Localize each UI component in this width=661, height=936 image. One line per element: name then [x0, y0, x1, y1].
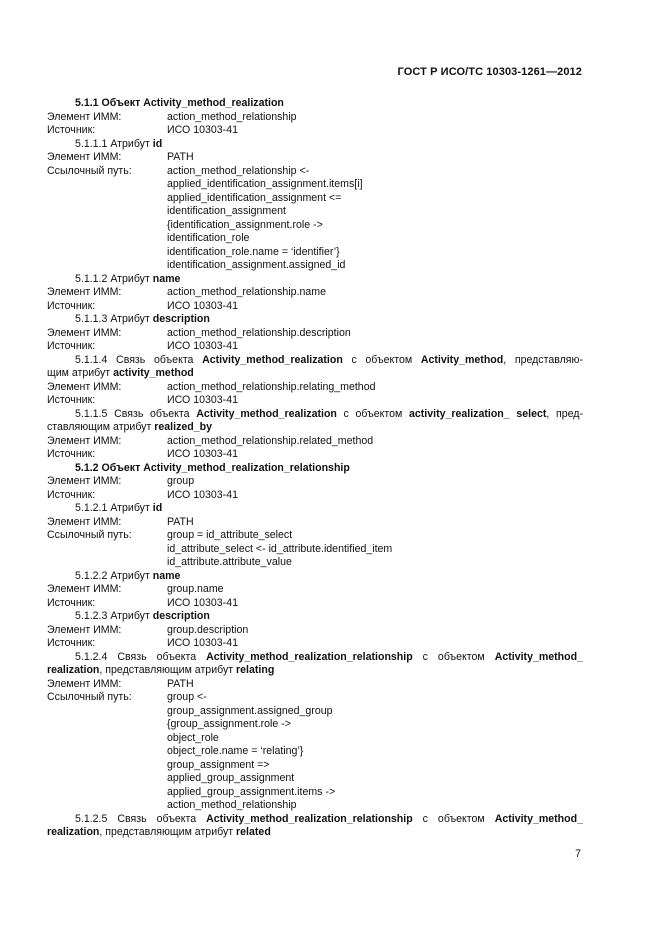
path-line: group_assignment =>: [167, 758, 270, 771]
path-line: id_attribute.attribute_value: [167, 556, 292, 568]
path-row: [47, 232, 583, 246]
path-row: [47, 799, 583, 813]
attribute-heading: [47, 502, 583, 516]
field-value: ИСО 10303-41: [167, 637, 238, 649]
entity-name: realization: [47, 826, 100, 838]
attribute-name: activity_method: [113, 367, 194, 379]
field-value: PATH: [167, 151, 194, 163]
attribute-number: 5.1.2.3 Атрибут: [75, 610, 153, 622]
field-label: Источник:: [47, 299, 96, 312]
attribute-name: related: [236, 826, 271, 838]
path-row: [47, 205, 583, 219]
field-row: [47, 327, 583, 341]
path-line: identification_role.name = ‘identifier’}: [167, 245, 340, 258]
field-label: Ссылочный путь:: [47, 529, 132, 541]
document-body: [47, 97, 583, 840]
path-row: [47, 219, 583, 233]
attribute-name: name: [152, 569, 181, 582]
field-value: PATH: [167, 515, 194, 528]
attribute-number: 5.1.1.2 Атрибут: [75, 272, 153, 285]
relation-text: , представляющим атрибут: [99, 664, 237, 676]
path-line: group = id_attribute_select: [167, 529, 293, 541]
relation-text: , пред-: [546, 407, 583, 420]
field-label: Элемент ИММ:: [47, 583, 122, 595]
field-label: Элемент ИММ:: [47, 286, 122, 298]
attribute-number: 5.1.1.1 Атрибут: [75, 137, 153, 150]
attribute-name: description: [152, 313, 210, 325]
relation-text: 5.1.2.5 Связь объекта: [75, 812, 207, 825]
relation-text: ставляющим атрибут: [47, 421, 155, 433]
field-value: ИСО 10303-41: [167, 448, 238, 460]
field-value: ИСО 10303-41: [167, 340, 238, 352]
attribute-heading: [47, 313, 583, 327]
field-row: [47, 489, 583, 503]
path-line: applied_identification_assignment <=: [167, 191, 342, 204]
path-line: {group_assignment.role ->: [167, 718, 291, 730]
attribute-name: name: [152, 272, 181, 285]
attribute-heading: [47, 273, 583, 287]
field-label: Источник:: [47, 637, 96, 649]
field-value: action_method_relationship.name: [167, 286, 327, 298]
entity-name: Activity_method_realization: [196, 407, 337, 420]
field-value: PATH: [167, 677, 194, 690]
section-heading-5-1-2: 5.1.2 Объект Activity_method_realization_relationship: [75, 461, 350, 474]
field-value: action_method_relationship.description: [167, 326, 351, 339]
attribute-number: 5.1.1.3 Атрибут: [75, 313, 153, 325]
entity-name: realization: [47, 664, 100, 676]
path-line: group_assignment.assigned_group: [167, 704, 333, 717]
relation-heading-cont: [47, 367, 583, 381]
section-heading-5-1-1: 5.1.1 Объект Activity_method_realization: [75, 97, 284, 109]
path-line: object_role.name = ‘relating’}: [167, 745, 304, 757]
path-row: [47, 745, 583, 759]
field-value: ИСО 10303-41: [167, 124, 238, 136]
attribute-name: description: [152, 610, 210, 622]
relation-text: с объектом: [336, 407, 409, 420]
field-value: action_method_relationship.relating_method: [167, 380, 376, 393]
relation-text: с объектом: [342, 353, 421, 366]
field-row: [47, 583, 583, 597]
field-value: ИСО 10303-41: [167, 488, 238, 501]
path-line: id_attribute_select <- id_attribute.identified_item: [167, 542, 393, 555]
field-row: [47, 394, 583, 408]
field-row: [47, 124, 583, 138]
attribute-number: 5.1.2.1 Атрибут: [75, 502, 153, 514]
field-value: group.name: [167, 583, 224, 595]
field-row: [47, 624, 583, 638]
field-label: Источник:: [47, 448, 96, 460]
relation-text: с объектом: [412, 812, 495, 825]
field-label: Источник:: [47, 596, 96, 609]
field-label: Ссылочный путь:: [47, 164, 132, 177]
relation-heading: [47, 408, 583, 422]
relation-text: 5.1.2.4 Связь объекта: [75, 650, 207, 663]
attribute-number: 5.1.2.2 Атрибут: [75, 569, 153, 582]
field-value: ИСО 10303-41: [167, 596, 238, 609]
relation-heading: [47, 651, 583, 665]
path-line: identification_assignment: [167, 205, 286, 217]
field-row: [47, 516, 583, 530]
path-line: identification_assignment.assigned_id: [167, 259, 346, 271]
field-row: [47, 475, 583, 489]
path-line: applied_identification_assignment.items[i]: [167, 178, 363, 190]
field-label: Элемент ИММ:: [47, 380, 122, 393]
relation-text: , представляющим атрибут: [99, 826, 237, 838]
path-line: identification_role: [167, 232, 250, 244]
document-standard-header: ГОСТ Р ИСО/ТС 10303-1261—2012: [397, 66, 582, 78]
field-label: Элемент ИММ:: [47, 151, 122, 163]
field-row: [47, 165, 583, 179]
field-label: Источник:: [47, 394, 96, 406]
path-line: object_role: [167, 731, 219, 744]
attribute-heading: [47, 610, 583, 624]
path-row: [47, 192, 583, 206]
field-value: action_method_relationship.related_method: [167, 434, 374, 447]
path-row: [47, 786, 583, 800]
path-row: [47, 178, 583, 192]
field-row: [47, 691, 583, 705]
attribute-heading: [47, 138, 583, 152]
page-number: 7: [575, 848, 581, 860]
field-row: [47, 151, 583, 165]
field-row: [47, 597, 583, 611]
field-label: Источник:: [47, 124, 96, 136]
relation-text: 5.1.1.5 Связь объекта: [75, 407, 197, 420]
path-line: group <-: [167, 691, 207, 703]
entity-name: Activity_method_realization: [202, 353, 343, 366]
path-row: [47, 543, 583, 557]
path-row: [47, 718, 583, 732]
path-row: [47, 759, 583, 773]
relation-heading: [47, 354, 583, 368]
field-row: [47, 678, 583, 692]
relation-heading-cont: [47, 664, 583, 678]
field-row: [47, 529, 583, 543]
path-row: [47, 259, 583, 273]
field-row: [47, 381, 583, 395]
field-label: Элемент ИММ:: [47, 677, 122, 690]
field-label: Источник:: [47, 340, 96, 352]
entity-name: Activity_method_realization_relationship: [206, 812, 413, 825]
field-row: [47, 111, 583, 125]
relation-heading-cont: [47, 421, 583, 435]
entity-name: Activity_method_: [494, 812, 583, 825]
field-label: Элемент ИММ:: [47, 515, 122, 528]
field-label: Источник:: [47, 488, 96, 501]
path-row: [47, 556, 583, 570]
relation-text: щим атрибут: [47, 367, 114, 379]
attribute-name: id: [152, 502, 163, 514]
attribute-name: relating: [236, 664, 275, 676]
relation-text: , представляю-: [503, 353, 583, 366]
field-label: Элемент ИММ:: [47, 434, 122, 447]
field-row: [47, 286, 583, 300]
path-line: applied_group_assignment.items ->: [167, 785, 336, 798]
relation-heading: [47, 813, 583, 827]
field-value: ИСО 10303-41: [167, 299, 238, 312]
field-value: group: [167, 475, 195, 487]
relation-text: 5.1.1.4 Связь объекта: [75, 353, 203, 366]
field-label: Элемент ИММ:: [47, 326, 122, 339]
relation-heading-cont: [47, 826, 583, 840]
field-row: [47, 435, 583, 449]
entity-name: Activity_method: [420, 353, 504, 366]
path-line: action_method_relationship <-: [167, 164, 310, 177]
field-label: Элемент ИММ:: [47, 623, 122, 636]
field-label: Элемент ИММ:: [47, 110, 122, 123]
field-value: ИСО 10303-41: [167, 394, 238, 406]
field-row: [47, 448, 583, 462]
path-row: [47, 772, 583, 786]
field-value: action_method_relationship: [167, 110, 297, 123]
field-label: Ссылочный путь:: [47, 691, 132, 703]
path-row: [47, 246, 583, 260]
attribute-name: id: [152, 137, 163, 150]
path-line: {identification_assignment.role ->: [167, 218, 323, 231]
path-row: [47, 705, 583, 719]
field-row: [47, 637, 583, 651]
entity-name: Activity_method_: [494, 650, 583, 663]
path-line: action_method_relationship: [167, 799, 297, 811]
entity-name: Activity_method_realization_relationship: [206, 650, 413, 663]
relation-text: с объектом: [412, 650, 495, 663]
attribute-name: realized_by: [154, 421, 212, 433]
path-line: applied_group_assignment: [167, 772, 295, 784]
attribute-heading: [47, 570, 583, 584]
field-row: [47, 340, 583, 354]
path-row: [47, 732, 583, 746]
field-row: [47, 300, 583, 314]
entity-name: activity_realization_ select: [408, 407, 547, 420]
field-value: group.description: [167, 623, 249, 636]
field-label: Элемент ИММ:: [47, 475, 122, 487]
